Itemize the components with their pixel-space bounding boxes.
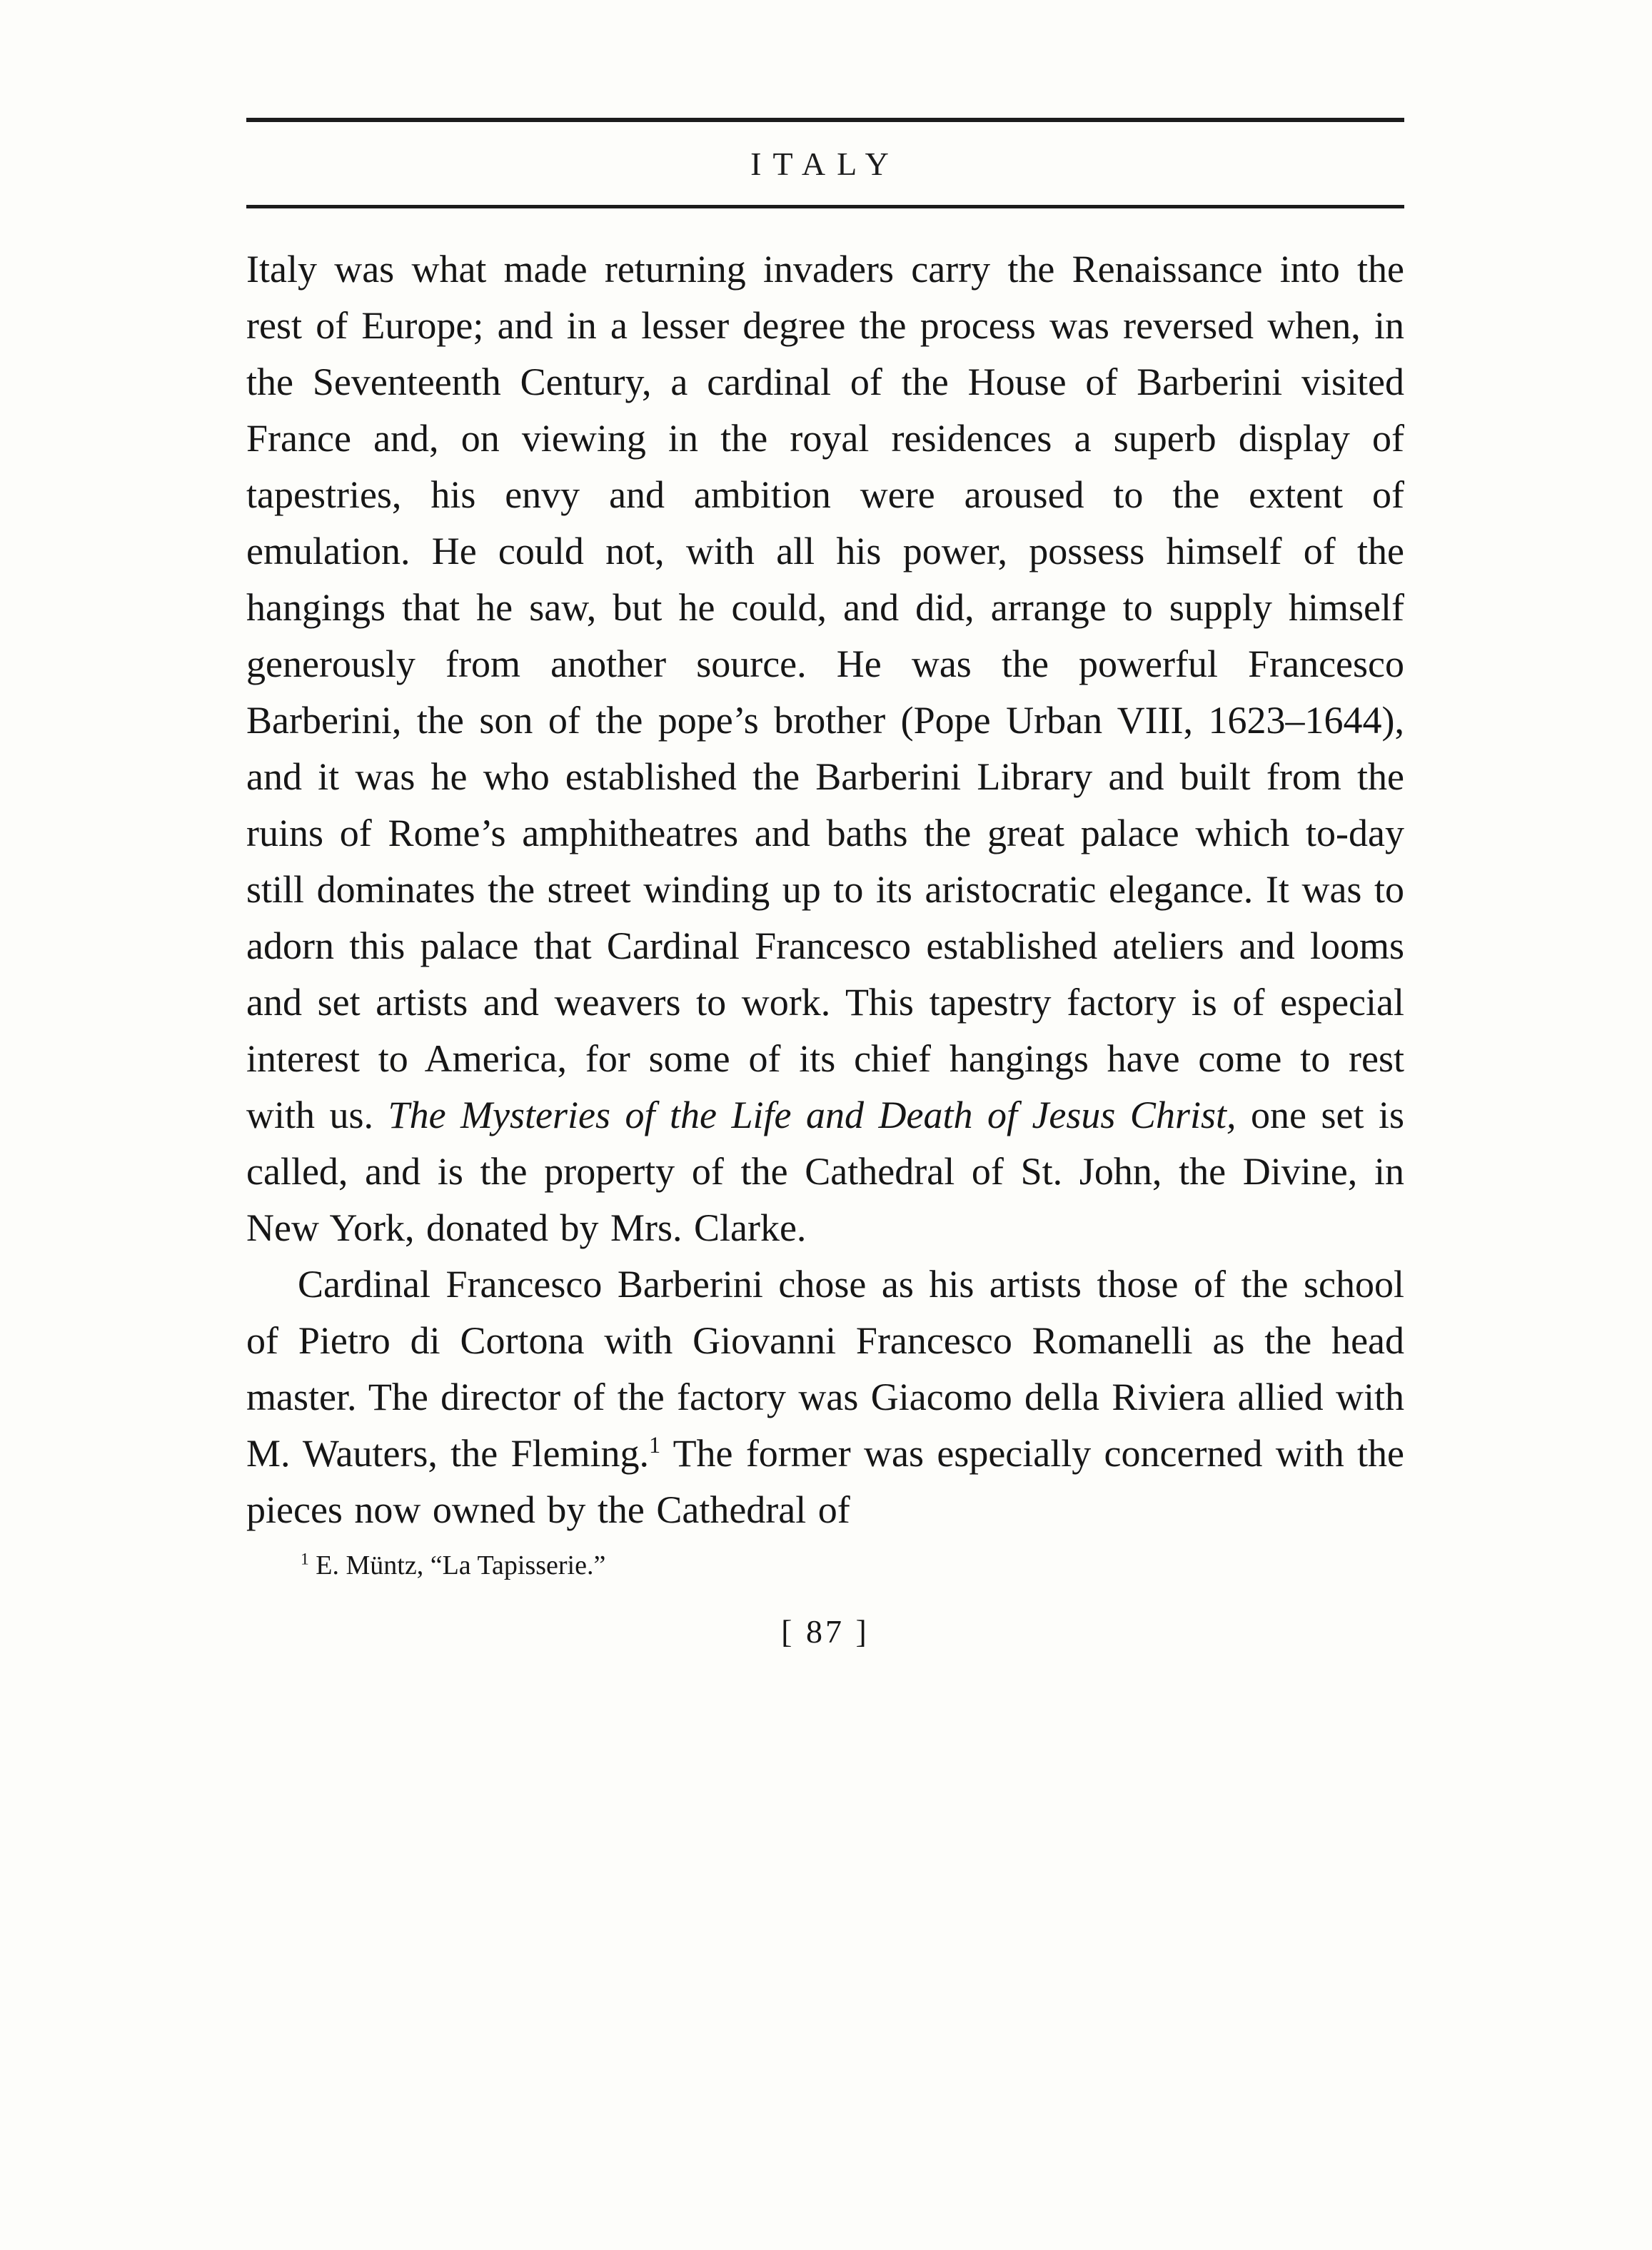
paragraph-2-continuation: The former was especially concerned with the pieces now owned by the Cathedral of xyxy=(246,1432,1404,1531)
paragraph-2 xyxy=(246,1256,1404,1538)
footnote xyxy=(246,1548,1404,1583)
paragraph-1-continuation: one set is called, and is the property of the Cathedral of St. John, the Divine, in New York, donated by Mrs. Clarke. xyxy=(246,1094,1404,1249)
header-rule-bottom xyxy=(246,205,1404,208)
footnote-reference: 1 xyxy=(649,1433,661,1458)
footnote-text: E. Müntz, “La Tapisserie.” xyxy=(308,1550,606,1580)
tapestry-set-title-italic: The Mysteries of the Life and Death of Jesus Christ, xyxy=(388,1094,1237,1136)
footnote-marker: 1 xyxy=(301,1550,309,1569)
paragraph-1 xyxy=(246,241,1404,1256)
running-header: ITALY xyxy=(750,146,900,182)
page-number: [ 87 ] xyxy=(781,1613,870,1650)
text-block xyxy=(246,118,1404,1650)
paragraph-2-text: Cardinal Francesco Barberini chose as his artists those of the school of Pietro di Cortona with Giovanni Francesco Romanelli as the head master. The director of the factory was Giacomo della Riviera allied with M. Wauters, the Fleming. xyxy=(246,1263,1404,1475)
paragraph-1-text: Italy was what made returning invaders carry the Renaissance into the rest of Europe; and in a lesser degree the process was reversed when, in the Seventeenth Century, a cardinal of the House of Barberini visited France and, on viewing in the royal residences a superb display of tapestries, his envy and ambition were aroused to the extent of emulation. He could not, with all his power, possess himself of the hangings that he saw, but he could, and did, arrange to supply himself generously from another source. He was the powerful Francesco Barberini, the son of the pope’s brother (Pope Urban VIII, 1623–1644), and it was he who established the Barberini Library and built from the ruins of Rome’s amphitheatres and baths the great palace which to-day still dominates the street winding up to its aristocratic elegance. It was to adorn this palace that Cardinal Francesco established ateliers and looms and set artists and weavers to work. This tapestry factory is of especial interest to America, for some of its chief hangings have come to rest with us. xyxy=(246,248,1404,1136)
